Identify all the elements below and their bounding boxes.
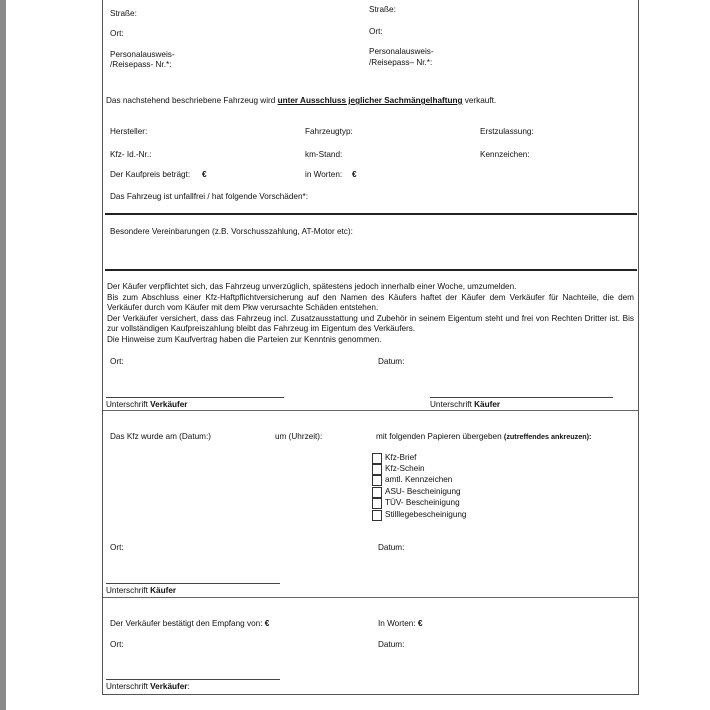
papers-label [376,432,591,442]
seller-receipt-signature-suffix: : [187,682,190,691]
checkbox-tuev[interactable] [372,498,382,509]
checkbox-stilllegung[interactable] [372,510,382,521]
handover-date-label: Das Kfz wurde am (Datum:) [110,432,212,441]
buyer-signature-caption [430,400,500,410]
section-divider [105,213,637,215]
buyer-city-label: Ort: [369,27,383,36]
checkbox-kfz-schein[interactable] [372,464,382,475]
buyer-handover-signature-prefix: Unterschrift [106,586,151,595]
seller-signature-role: Verkäufer [150,400,188,409]
section-divider [103,410,638,411]
seller-receipt-signature-line [106,679,280,680]
buyer-handover-signature-role: Käufer [150,586,177,595]
seller-city-label: Ort: [110,29,124,38]
terms-line: Der Käufer verpflichtet sich, das Fahrzeug unverzüglich, spätestens jedoch innerhalb einer Woche, umzumelden. [107,282,517,291]
mileage-label: km-Stand: [305,150,343,159]
checkbox-asu[interactable] [372,487,382,498]
seller-signature-line [106,397,284,398]
damage-label: Das Fahrzeug ist unfallfrei / hat folgende Vorschäden*: [110,192,308,201]
special-agreements-label: Besondere Vereinbarungen (z.B. Vorschusszahlung, AT-Motor etc): [110,227,353,236]
receipt-city-label: Ort: [110,640,124,649]
buyer-street-label: Straße: [369,5,396,14]
buyer-handover-signature-line [106,583,280,584]
checkbox-kfz-brief[interactable] [372,453,382,464]
license-plate-label: Kennzeichen: [480,150,530,159]
section-divider [103,597,638,598]
euro-sign: € [264,619,270,628]
sale-statement-bold: unter Ausschluss jeglicher Sachmängelhaftung [277,96,463,105]
contract-page [102,0,639,695]
manufacturer-label: Hersteller: [110,127,148,136]
receipt-label-text: Der Verkäufer bestätigt den Empfang von: [110,619,263,628]
seller-signature-caption [106,400,187,410]
terms-paragraph [107,282,634,346]
checkbox-label: ASU- Bescheinigung [385,487,461,496]
seller-id-label-1: Personalausweis- [110,50,175,59]
seller-street-label: Straße: [110,9,137,18]
price-words-label: in Worten: [305,170,343,179]
vehicle-type-label: Fahrzeugtyp: [305,127,353,136]
buyer-signature-line [430,397,613,398]
buyer-signature-prefix: Unterschrift [430,400,475,409]
checkbox-label: amtl. Kennzeichen [385,475,453,484]
receipt-date-label: Datum: [378,640,405,649]
papers-label-hint: (zutreffendes ankreuzen): [503,432,592,441]
seller-id-label-2: /Reisepass- Nr.*: [110,60,172,69]
checkbox-label: Kfz-Brief [385,453,417,462]
buyer-id-label-2: /Reisepass– Nr.*: [369,58,433,67]
checkbox-label: Stilllegebescheinigung [385,510,467,519]
receipt-words-label [378,619,422,629]
seller-signature-prefix: Unterschrift [106,400,151,409]
buyer-signature-role: Käufer [474,400,501,409]
euro-sign: € [417,619,423,628]
price-label: Der Kaufpreis beträgt: [110,170,191,179]
checkbox-kennzeichen[interactable] [372,475,382,486]
vin-label: Kfz- Id.-Nr.: [110,150,152,159]
contract-date-label: Datum: [378,357,405,366]
handover-date-label-2: Datum: [378,543,405,552]
buyer-id-label-1: Personalausweis- [369,47,434,56]
section-divider [105,269,637,271]
buyer-handover-signature-caption [106,586,176,596]
contract-city-label: Ort: [110,357,124,366]
receipt-words-text: In Worten: [378,619,416,628]
checkbox-label: Kfz-Schein [385,464,425,473]
receipt-label [110,619,269,629]
euro-sign: € [352,170,357,179]
papers-label-text: mit folgenden Papieren übergeben [376,432,504,441]
checkbox-label: TÜV- Bescheinigung [385,498,460,507]
euro-sign: € [202,170,207,179]
handover-time-label: um (Uhrzeit): [275,432,323,441]
sale-statement-post: verkauft. [462,96,497,105]
viewer-left-scrollbar [0,0,6,710]
first-registration-label: Erstzulassung: [480,127,534,136]
terms-line: Bis zum Abschluss einer Kfz-Haftpflichtversicherung auf den Namen des Käufers haftet der Käufer dem Verkäufer für Nachteile, die dem Verkäufer durch vom Käufer mit dem Pkw verursachte Schäden entstehen. [107,292,634,313]
sale-statement-pre: Das nachstehend beschriebene Fahrzeug wird [106,96,278,105]
terms-line: Die Hinweise zum Kaufvertrag haben die Parteien zur Kenntnis genommen. [107,334,382,344]
handover-city-label: Ort: [110,543,124,552]
seller-receipt-signature-prefix: Unterschrift [106,682,151,691]
seller-receipt-signature-caption [106,682,190,692]
terms-line: Der Verkäufer versichert, dass das Fahrzeug incl. Zusatzausstattung und Zubehör in seinem Eigentum steht und frei von Rechten Dritter ist. Bis zur vollständigen Kaufpreiszahlung bleibt das Fahrzeug im Eigentum des Verkäufers. [107,313,634,334]
sale-statement [106,96,496,106]
seller-receipt-signature-role: Verkäufer [150,682,188,691]
